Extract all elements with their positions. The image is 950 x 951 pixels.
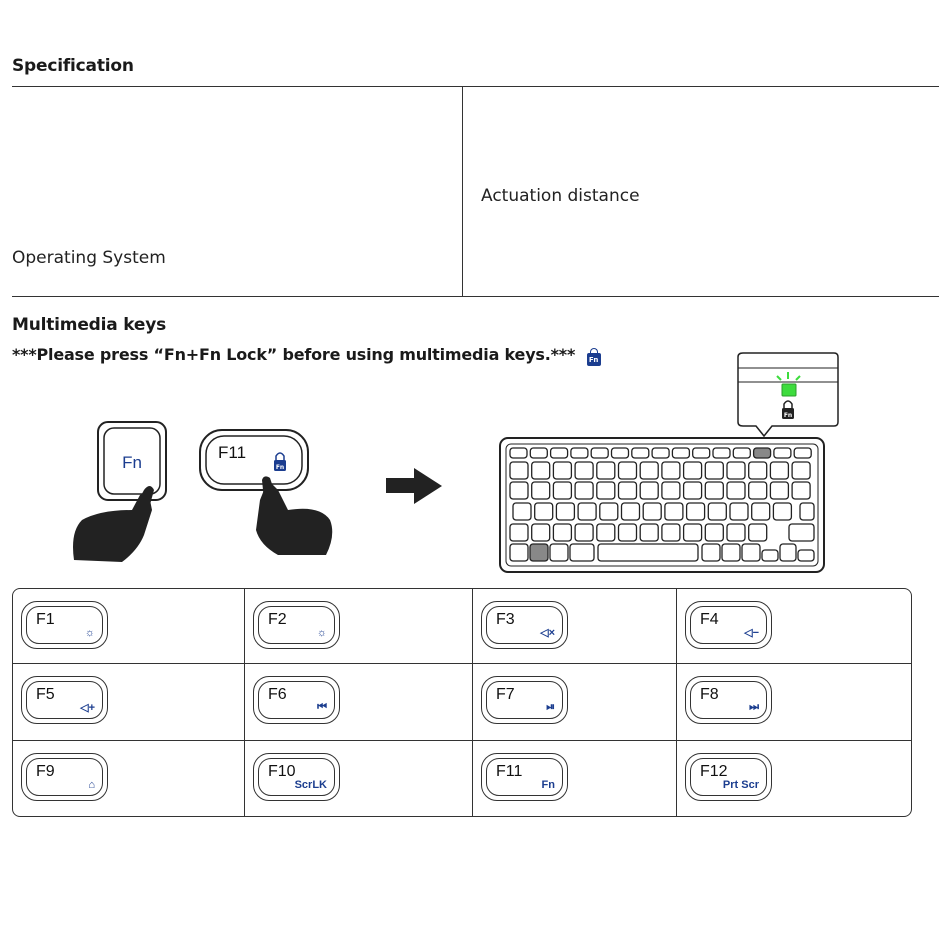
grid-divider (676, 589, 677, 817)
keyboard-key (532, 482, 550, 499)
keyboard-key (684, 482, 702, 499)
f11-key-icon-text: Fn (275, 464, 285, 471)
keyboard-key (530, 544, 548, 561)
keyboard-key (575, 482, 593, 499)
keyboard-key (612, 448, 629, 458)
keyboard-key (798, 550, 814, 561)
keyboard-key (749, 462, 767, 479)
keyboard-key (770, 462, 788, 479)
key-label: F3 (496, 611, 515, 628)
key-label: F10 (268, 763, 296, 780)
keyboard-key (556, 503, 574, 520)
brightness-up-icon: ☼ (316, 627, 327, 639)
keycap-f9 (21, 753, 108, 801)
keyboard-key (553, 482, 571, 499)
keyboard-key (722, 544, 740, 561)
fn-lock-icon: Fn (541, 779, 555, 791)
volume-up-icon: ◁+ (80, 702, 95, 714)
keyboard-key (532, 462, 550, 479)
keyboard-key (774, 448, 791, 458)
keyboard-key (800, 503, 814, 520)
keyboard-key (672, 448, 689, 458)
keyboard-key (684, 462, 702, 479)
home-icon: ⌂ (88, 779, 95, 791)
indicator-icon-text: Fn (783, 412, 793, 419)
keyboard-key (643, 503, 661, 520)
keyboard-key (705, 524, 723, 541)
keyboard-key (684, 524, 702, 541)
keyboard-key (600, 503, 618, 520)
keyboard-key (598, 544, 698, 561)
keycap-f3 (481, 601, 568, 649)
keyboard-illustration (500, 438, 824, 572)
keyboard-key (789, 524, 814, 541)
keycap-f1 (21, 601, 108, 649)
keycap-f7 (481, 676, 568, 724)
keyboard-key (770, 482, 788, 499)
key-label: F6 (268, 686, 287, 703)
keyboard-key (742, 544, 760, 561)
spec-actuation-distance-label: Actuation distance (481, 186, 640, 206)
keycap-f11 (481, 753, 568, 801)
keyboard-key (727, 462, 745, 479)
key-label: F5 (36, 686, 55, 703)
keyboard-key (575, 524, 593, 541)
keycap-f10 (253, 753, 340, 801)
keycap-f4 (685, 601, 772, 649)
scroll-lock-icon: ScrLK (294, 779, 327, 791)
keycap-f8 (685, 676, 772, 724)
keyboard-key (652, 448, 669, 458)
f11-key (200, 430, 308, 490)
keyboard-key (730, 503, 748, 520)
key-label: F8 (700, 686, 719, 703)
keyboard-key (570, 544, 594, 561)
keyboard-key (553, 524, 571, 541)
keyboard-key (662, 524, 680, 541)
keycap-f12 (685, 753, 772, 801)
keyboard-key (687, 503, 705, 520)
keyboard-key (662, 462, 680, 479)
spec-column-divider (462, 86, 463, 296)
keyboard-key (662, 482, 680, 499)
keyboard-key (551, 448, 568, 458)
keyboard-key (752, 503, 770, 520)
fn-lock-illustration (60, 350, 840, 580)
keyboard-key (705, 482, 723, 499)
keyboard-key (773, 503, 791, 520)
keyboard-key (693, 448, 710, 458)
keyboard-key (733, 448, 750, 458)
keyboard-key (510, 524, 528, 541)
keyboard-key (727, 524, 745, 541)
keyboard-key (535, 503, 553, 520)
keyboard-key (532, 524, 550, 541)
keyboard-key (754, 448, 771, 458)
keyboard-key (727, 482, 745, 499)
multimedia-keys-table (12, 588, 912, 817)
keyboard-key (578, 503, 596, 520)
key-label: F1 (36, 611, 55, 628)
keyboard-key (780, 544, 796, 561)
keyboard-key (640, 524, 658, 541)
keyboard-key (762, 550, 778, 561)
keyboard-key (619, 482, 637, 499)
play-pause-icon: ⏯ (546, 701, 555, 713)
grid-divider (13, 663, 911, 664)
keyboard-key (553, 462, 571, 479)
keyboard-key (550, 544, 568, 561)
keyboard-key (792, 482, 810, 499)
mute-icon: ◁× (540, 627, 555, 639)
keyboard-key (513, 503, 531, 520)
keyboard-key (510, 462, 528, 479)
grid-divider (13, 740, 911, 741)
keyboard-key (792, 462, 810, 479)
keycap-f6 (253, 676, 340, 724)
arrow-right-icon (386, 468, 442, 504)
keyboard-key (702, 544, 720, 561)
specification-heading: Specification (12, 56, 134, 76)
spec-top-divider (12, 86, 939, 87)
fn-lock-indicator-callout (738, 353, 838, 436)
keyboard-key (597, 482, 615, 499)
print-screen-icon: Prt Scr (722, 779, 759, 791)
key-label: F7 (496, 686, 515, 703)
keyboard-key (510, 448, 527, 458)
f11-key-label: F11 (218, 443, 247, 462)
keyboard-key (575, 462, 593, 479)
keyboard-key (619, 524, 637, 541)
keyboard-key (530, 448, 547, 458)
keyboard-key (622, 503, 640, 520)
keyboard-key (794, 448, 811, 458)
keyboard-key (713, 448, 730, 458)
previous-track-icon: ⏮ (317, 701, 327, 713)
keycap-f2 (253, 601, 340, 649)
key-label: F2 (268, 611, 287, 628)
key-label: F11 (496, 763, 523, 780)
spec-operating-system-label: Operating System (12, 248, 166, 268)
multimedia-heading: Multimedia keys (12, 315, 167, 335)
keyboard-key (665, 503, 683, 520)
key-label: F4 (700, 611, 719, 628)
keyboard-key (640, 482, 658, 499)
keyboard-key (510, 482, 528, 499)
spec-bottom-divider (12, 296, 939, 297)
keyboard-key (749, 482, 767, 499)
grid-divider (244, 589, 245, 817)
keyboard-key (708, 503, 726, 520)
keyboard-key (571, 448, 588, 458)
fn-key (98, 422, 166, 500)
keyboard-key (597, 462, 615, 479)
key-label: F9 (36, 763, 55, 780)
fn-lock-icon: Fn (587, 353, 601, 366)
keyboard-key (510, 544, 528, 561)
keyboard-key (749, 524, 767, 541)
keycap-f5 (21, 676, 108, 724)
key-label: F12 (700, 763, 728, 780)
brightness-down-icon: ☼ (84, 627, 95, 639)
fn-key-label: Fn (122, 453, 142, 472)
keyboard-key (632, 448, 649, 458)
keyboard-key (619, 462, 637, 479)
keyboard-key (640, 462, 658, 479)
grid-divider (472, 589, 473, 817)
keyboard-key (597, 524, 615, 541)
keyboard-key (705, 462, 723, 479)
next-track-icon: ⏭ (749, 701, 759, 713)
keyboard-key (591, 448, 608, 458)
volume-down-icon: ◁− (744, 627, 759, 639)
notice-text: ***Please press “Fn+Fn Lock” before using multimedia keys.*** (12, 345, 576, 364)
